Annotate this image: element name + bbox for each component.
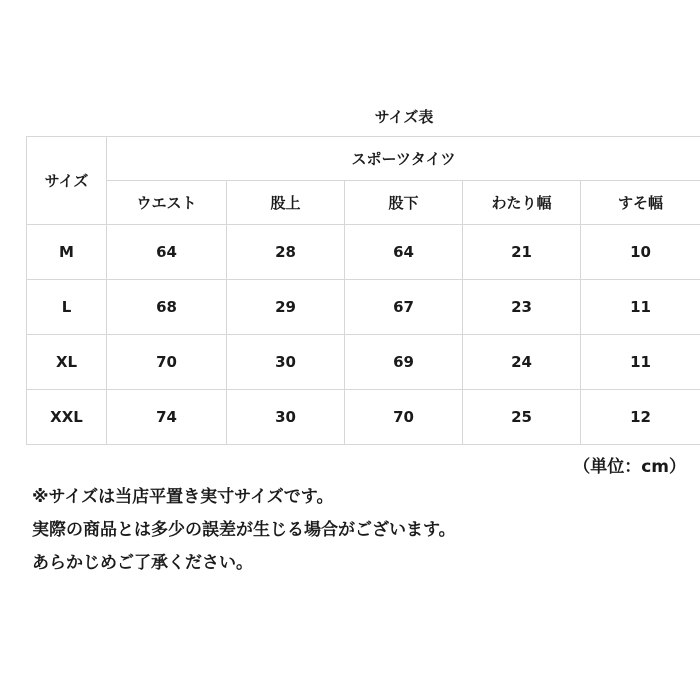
size-label: XL xyxy=(27,335,107,390)
table-row xyxy=(27,280,700,335)
table-cell: 68 xyxy=(107,280,227,335)
size-label: XXL xyxy=(27,390,107,445)
note-line: あらかじめご了承ください。 xyxy=(32,553,253,573)
table-row xyxy=(27,335,700,390)
column-header: 股上 xyxy=(227,181,345,225)
table-cell: 23 xyxy=(463,280,581,335)
table-cell: 10 xyxy=(581,225,700,280)
table-cell: 30 xyxy=(227,390,345,445)
column-header: ウエスト xyxy=(107,181,227,225)
unit-note: （単位：cm） xyxy=(573,457,686,477)
size-table xyxy=(26,136,700,445)
note-line: ※サイズは当店平置き実寸サイズです。 xyxy=(32,487,334,507)
table-cell: 12 xyxy=(581,390,700,445)
column-header: わたり幅 xyxy=(463,181,581,225)
group-header: スポーツタイツ xyxy=(107,137,700,181)
table-cell: 30 xyxy=(227,335,345,390)
table-cell: 64 xyxy=(345,225,463,280)
table-cell: 67 xyxy=(345,280,463,335)
table-row xyxy=(27,225,700,280)
column-header: 股下 xyxy=(345,181,463,225)
notes xyxy=(32,484,456,583)
table-cell: 24 xyxy=(463,335,581,390)
table-cell: 28 xyxy=(227,225,345,280)
table-title: サイズ表 xyxy=(374,108,434,126)
note-line: 実際の商品とは多少の誤差が生じる場合がございます。 xyxy=(32,520,456,540)
table-cell: 70 xyxy=(107,335,227,390)
row-header-label: サイズ xyxy=(27,137,107,225)
table-cell: 21 xyxy=(463,225,581,280)
size-label: L xyxy=(27,280,107,335)
table-cell: 69 xyxy=(345,335,463,390)
table-cell: 74 xyxy=(107,390,227,445)
table-cell: 25 xyxy=(463,390,581,445)
table-cell: 29 xyxy=(227,280,345,335)
table-row xyxy=(27,390,700,445)
table-cell: 70 xyxy=(345,390,463,445)
column-header: すそ幅 xyxy=(581,181,700,225)
size-label: M xyxy=(27,225,107,280)
table-cell: 11 xyxy=(581,280,700,335)
table-cell: 11 xyxy=(581,335,700,390)
table-cell: 64 xyxy=(107,225,227,280)
